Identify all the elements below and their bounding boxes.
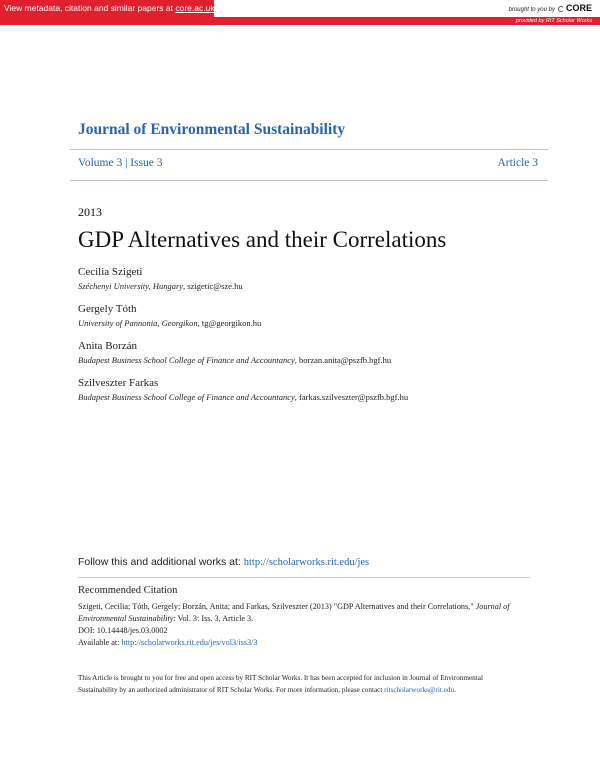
header-divider-top (70, 149, 548, 150)
author-name: Gergely Tóth (78, 303, 137, 315)
journal-title[interactable]: Journal of Environmental Sustainability (78, 121, 346, 138)
follow-text: Follow this and additional works at: (78, 556, 244, 568)
citation-available: Available at: http://scholarworks.rit.edu/jes/vol3/iss3/3 (78, 638, 258, 647)
author-name: Szilveszter Farkas (78, 377, 159, 389)
core-logo[interactable]: CORE (565, 3, 592, 13)
publication-year: 2013 (78, 205, 102, 219)
author-affiliation: Széchenyi University, Hungary, szigetic@sze.hu (78, 281, 243, 291)
follow-line (78, 556, 369, 568)
core-metadata-link[interactable] (0, 0, 214, 17)
core-brought-text: brought to you by (508, 7, 555, 13)
author-affiliation: University of Pannonia, Georgikon, tg@georgikon.hu (78, 318, 262, 328)
core-provided-by[interactable]: provided by RIT Scholar Works (515, 18, 592, 24)
recommended-citation-heading: Recommended Citation (78, 585, 178, 596)
citation-divider (78, 577, 530, 578)
volume-issue-link[interactable]: Volume 3 | Issue 3 (78, 157, 163, 169)
citation-line-1: Szigeti, Cecilia; Tóth, Gergely; Borzán, Anita; and Farkas, Szilveszter (2013) "GDP Alternatives and their Correlations," Journal of (78, 602, 510, 611)
core-banner (0, 0, 600, 25)
author-affiliation: Budapest Business School College of Finance and Accountancy, farkas.szilveszter@pszfb.bgf.hu (78, 392, 409, 402)
core-logo-icon (558, 6, 564, 12)
access-note-line-2: Sustainability by an authorized administrator of RIT Scholar Works. For more information, please contact ritscholarworks@rit.edu. (78, 686, 456, 694)
core-strip (0, 17, 600, 25)
citation-line-2: Environmental Sustainability: Vol. 3: Iss. 3, Article 3. (78, 614, 254, 623)
author-name: Anita Borzán (78, 340, 137, 352)
author-name: Cecilia Szigeti (78, 266, 143, 278)
author-affiliation: Budapest Business School College of Finance and Accountancy, borzan.anita@pszfb.bgf.hu (78, 355, 392, 365)
citation-doi: DOI: 10.14448/jes.03.0002 (78, 626, 168, 635)
citation-available-link[interactable]: http://scholarworks.rit.edu/jes/vol3/iss3/3 (121, 638, 258, 647)
header-divider-bottom (70, 180, 548, 181)
follow-link[interactable]: http://scholarworks.rit.edu/jes (243, 557, 370, 568)
access-note-line-1: This Article is brought to you for free and open access by RIT Scholar Works. It has been accepted for inclusion in Journal of Environmental (78, 674, 483, 682)
core-ac-uk-link[interactable]: core.ac.uk (175, 3, 215, 13)
article-number-link[interactable]: Article 3 (497, 157, 538, 169)
paper-title: GDP Alternatives and their Correlations (78, 227, 447, 252)
core-brought-by (509, 3, 592, 13)
contact-email-link[interactable]: ritscholarworks@rit.edu (384, 686, 455, 694)
core-view-text: View metadata, citation and similar papers at (4, 3, 176, 13)
